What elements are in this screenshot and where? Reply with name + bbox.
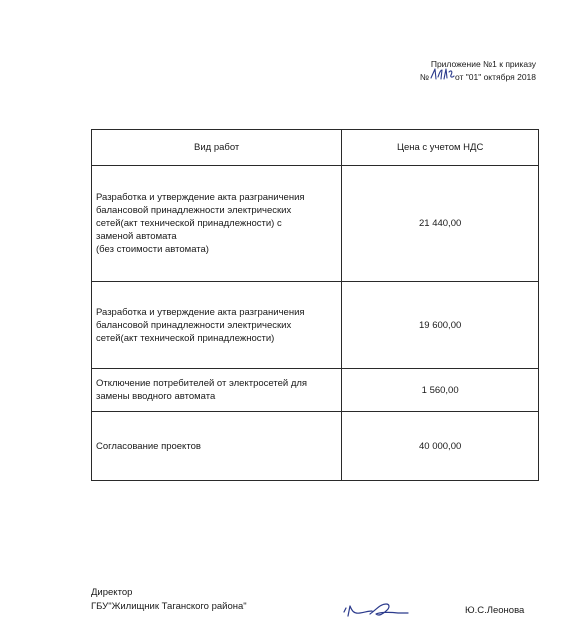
order-number-line (420, 70, 536, 83)
order-date: от "01" октября 2018 (454, 72, 536, 82)
work-description-line: Разработка и утверждение акта разграничения (96, 192, 305, 203)
price-cell: 19 600,00 (342, 282, 539, 369)
signatory-block (91, 586, 247, 614)
work-description-line: Согласование проектов (96, 440, 201, 452)
price-table (91, 129, 539, 481)
price-cell: 21 440,00 (342, 166, 539, 282)
order-number-prefix: № (419, 72, 429, 82)
signer-name: Ю.С.Леонова (465, 605, 525, 616)
work-description-line: балансовой принадлежности электрических (96, 205, 292, 216)
work-description-line: сетей(акт технической принадлежности) с (96, 218, 282, 229)
table-row (92, 166, 539, 282)
table-row (92, 369, 539, 412)
signatory-title: Директор (91, 587, 133, 598)
work-description-cell (92, 282, 342, 369)
handwritten-number-icon (429, 70, 455, 82)
work-description-line: Отключение потребителей от электросетей для (96, 378, 308, 389)
signature-icon (340, 598, 412, 622)
work-description-line: замены вводного автомата (96, 391, 216, 402)
order-reference (420, 58, 536, 83)
price-cell: 40 000,00 (342, 412, 539, 481)
column-header-work: Вид работ (92, 130, 342, 166)
table-row (92, 412, 539, 481)
table-header-row (92, 130, 539, 166)
signatory-organization: ГБУ"Жилищник Таганского района" (91, 601, 247, 612)
work-description-cell (92, 166, 342, 282)
table-row (92, 282, 539, 369)
order-appendix-line: Приложение №1 к приказу (430, 59, 536, 69)
work-description-line: заменой автомата (96, 231, 177, 242)
column-header-price: Цена с учетом НДС (342, 130, 539, 166)
work-description-line: (без стоимости автомата) (96, 244, 209, 255)
work-description-cell (92, 412, 342, 481)
work-description-line: сетей(акт технической принадлежности) (96, 332, 275, 344)
work-description-line: Разработка и утверждение акта разграничения (96, 306, 305, 318)
price-cell: 1 560,00 (342, 369, 539, 412)
work-description-line: балансовой принадлежности электрических (96, 319, 292, 331)
work-description-cell (92, 369, 342, 412)
